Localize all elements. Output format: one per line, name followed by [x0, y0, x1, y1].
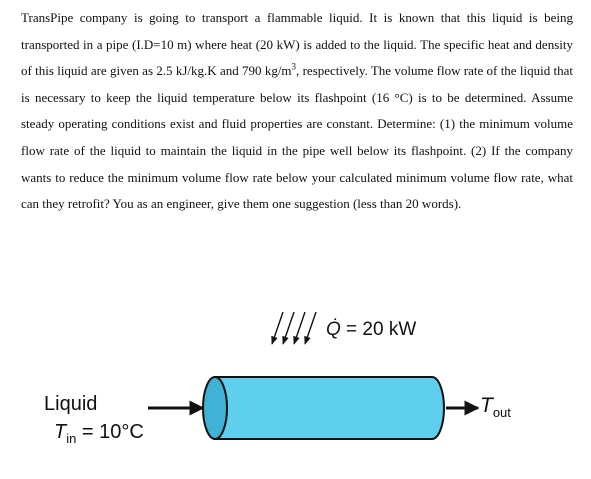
heat-arrow-1 — [272, 312, 283, 344]
tin-value: = 10°C — [76, 421, 144, 443]
problem-text-part-2: , respectively. The volume flow rate of the liquid that is necessary to keep the liquid temperature below its flashpoint (16 °C) is to be determined. Assume steady operating conditions exist and fluid properties are constant. Determine: (1) the minimum volume flow rate of the liquid to maintain the liquid in the pipe well below its flashpoint. (2) If the company wants to reduce the minimum volume flow rate below your calculated minimum volume flow rate, what can they retrofit? You as an engineer, give them one suggestion (less than 20 words). — [21, 63, 573, 212]
pipe-body — [215, 377, 444, 439]
inlet-temperature-label — [54, 421, 144, 446]
pipe-diagram — [0, 290, 591, 479]
cubic-superscript: 3 — [291, 61, 297, 72]
heat-value: = 20 kW — [340, 319, 417, 340]
problem-text-part-1: TransPipe company is going to transport a flammable liquid. It is known that this liquid is being transported in a pipe (I.D=10 m) where heat (20 kW) is added to the liquid. The specific heat and density of this liquid are given as 2.5 kJ/kg.K and 790 kg/m — [21, 10, 573, 79]
tout-symbol: T — [480, 394, 493, 417]
heat-symbol: Q̇ — [326, 319, 341, 340]
pipe-figure — [0, 290, 591, 479]
heat-arrow-2 — [283, 312, 294, 344]
outlet-temperature-label — [480, 394, 511, 420]
pipe — [203, 377, 444, 439]
tout-subscript: out — [492, 405, 511, 421]
heat-rate-label — [326, 319, 416, 341]
tin-subscript: in — [66, 431, 77, 446]
heat-arrow-3 — [294, 312, 305, 344]
heat-arrows — [272, 312, 316, 344]
problem-statement — [21, 5, 573, 218]
liquid-label: Liquid — [44, 393, 98, 415]
tin-symbol: T — [54, 421, 67, 443]
heat-arrow-4 — [305, 312, 316, 344]
pipe-inlet-opening — [203, 377, 227, 439]
